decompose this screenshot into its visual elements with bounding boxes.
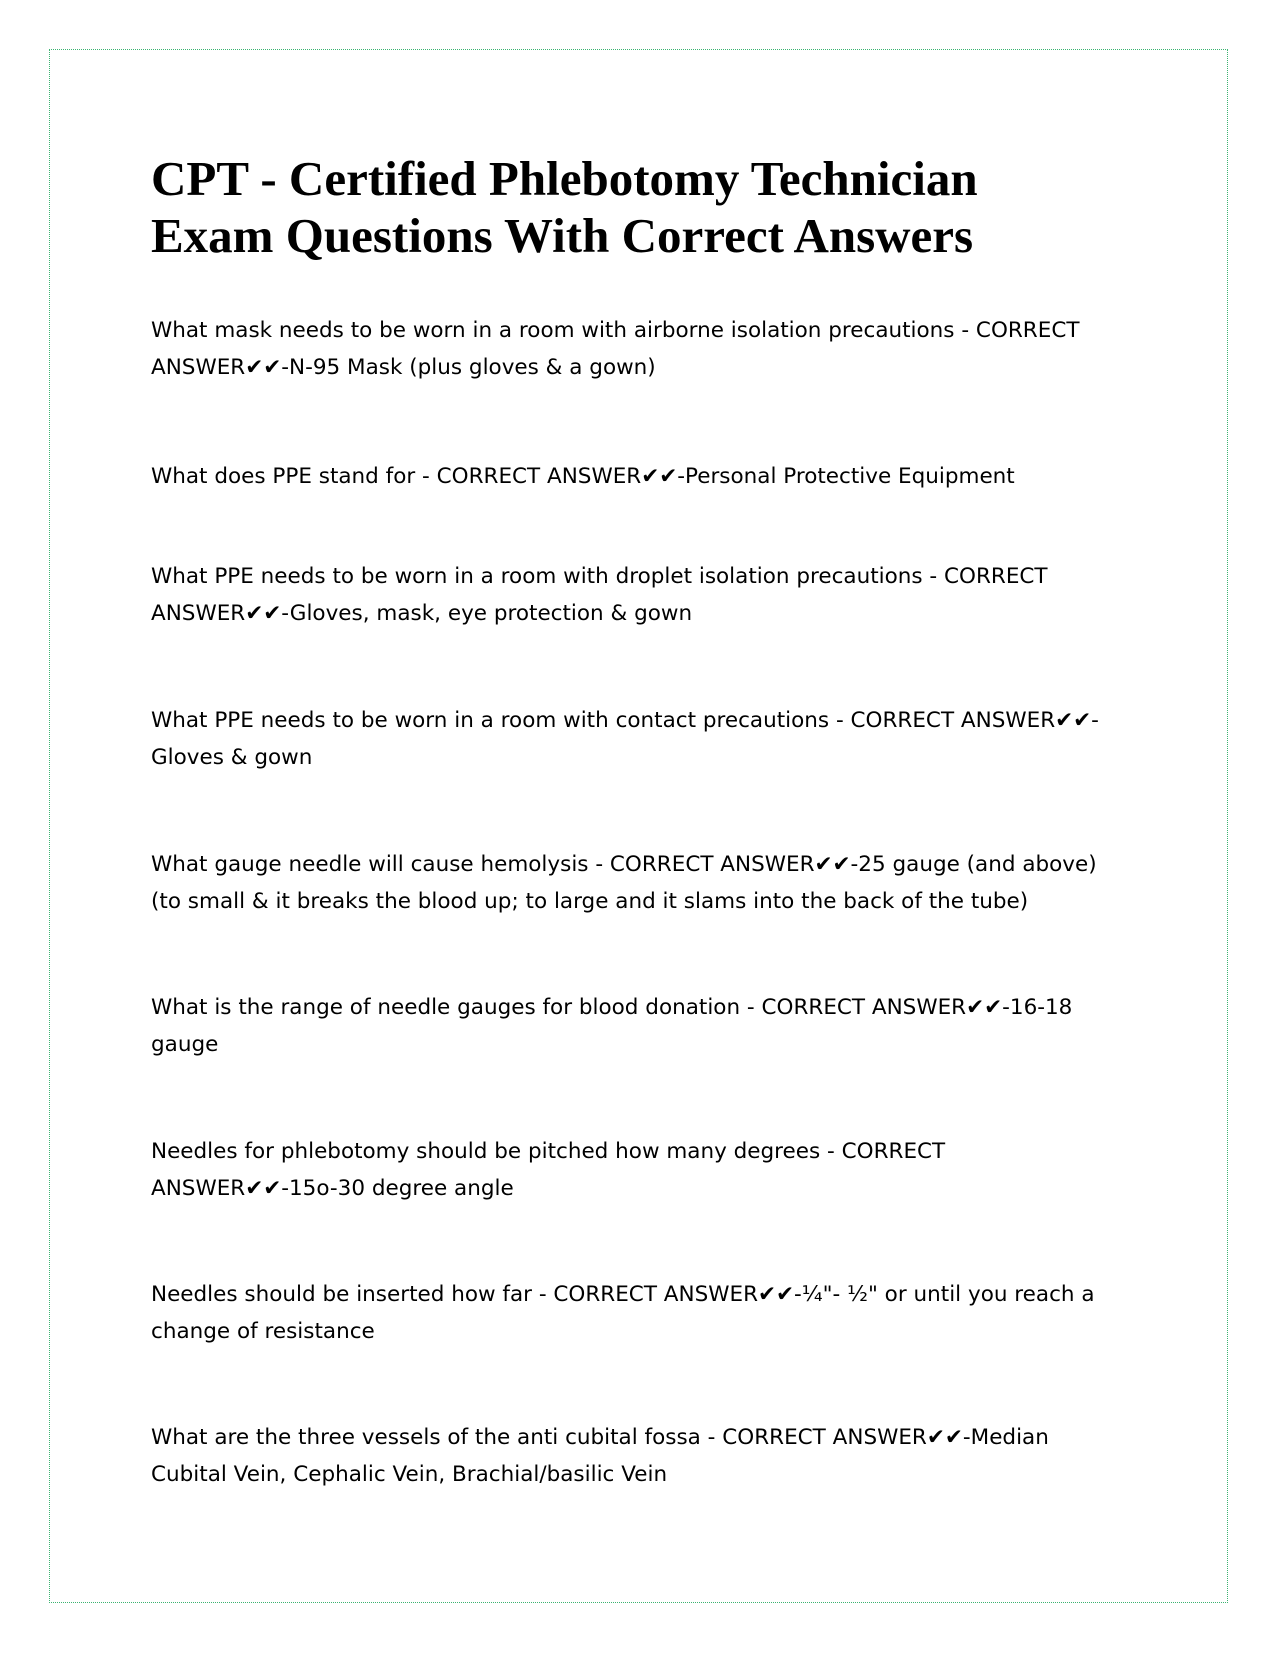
qa-item: Needles should be inserted how far - CORRECT ANSWER✔✔-¼"- ½" or until you reach a change of resistance	[151, 1282, 1095, 1344]
document-body	[151, 150, 1131, 1493]
qa-item: What mask needs to be worn in a room with airborne isolation precautions - CORRECT ANSWER✔✔-N-95 Mask (plus gloves & a gown)	[151, 318, 1080, 380]
qa-item: What PPE needs to be worn in a room with contact precautions - CORRECT ANSWER✔✔-Gloves & gown	[151, 708, 1099, 770]
qa-item: What are the three vessels of the anti cubital fossa - CORRECT ANSWER✔✔-Median Cubital Vein, Cephalic Vein, Brachial/basilic Vein	[151, 1425, 1049, 1487]
qa-item: What does PPE stand for - CORRECT ANSWER✔✔-Personal Protective Equipment	[151, 464, 1015, 489]
qa-item: Needles for phlebotomy should be pitched how many degrees - CORRECT ANSWER✔✔-15o-30 degree angle	[151, 1139, 946, 1201]
qa-item: What gauge needle will cause hemolysis - CORRECT ANSWER✔✔-25 gauge (and above) (to small & it breaks the blood up; to large and it slams into the back of the tube)	[151, 852, 1097, 914]
qa-item: What PPE needs to be worn in a room with droplet isolation precautions - CORRECT ANSWER✔✔-Gloves, mask, eye protection & gown	[151, 564, 1048, 626]
qa-list	[151, 312, 1131, 1493]
qa-item: What is the range of needle gauges for blood donation - CORRECT ANSWER✔✔-16-18 gauge	[151, 995, 1073, 1057]
document-title: CPT - Certified Phlebotomy Technician Exam Questions With Correct Answers	[151, 151, 978, 263]
